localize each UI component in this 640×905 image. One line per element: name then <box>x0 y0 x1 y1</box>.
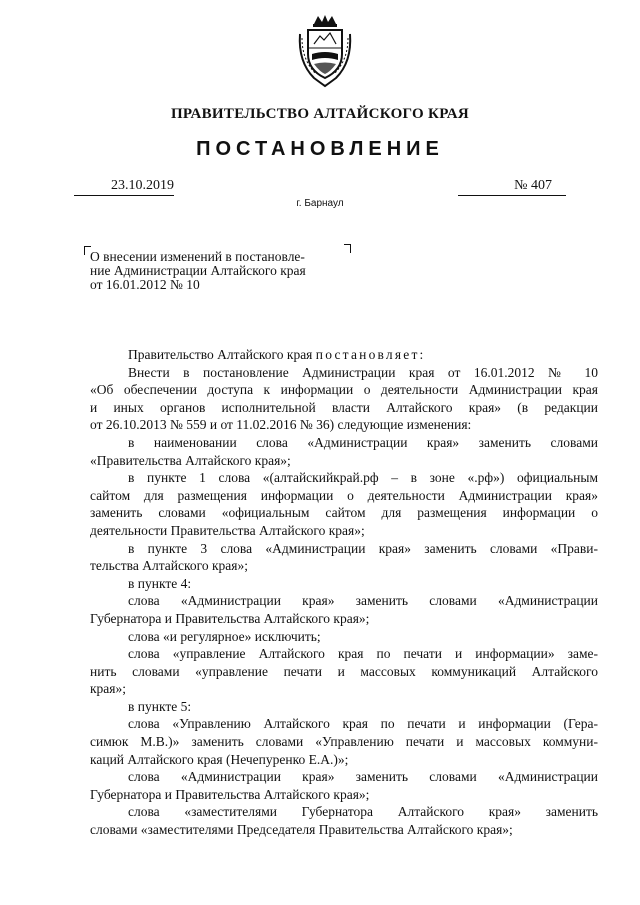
body-line: от 26.10.2013 № 559 и от 11.02.2016 № 36) следующие изменения: <box>90 417 472 433</box>
number-underline <box>458 195 566 196</box>
body-line: слова «управление Алтайского края по печати и информации» заме- <box>128 646 598 662</box>
body-line: в пункте 4: <box>128 575 192 591</box>
body-line: Губернатора и Правительства Алтайского края»; <box>90 610 370 626</box>
city-label: г. Барнаул <box>296 198 344 209</box>
body-line: слова «заместителями Губернатора Алтайского края» заменить <box>128 804 598 820</box>
subject-line: от 16.01.2012 № 10 <box>90 277 200 292</box>
body-line: тельства Алтайского края»; <box>90 558 248 574</box>
document-subject <box>90 250 348 292</box>
intro-prefix: Правительство Алтайского края <box>128 347 316 362</box>
intro-verb: постановляет: <box>315 347 426 362</box>
body-line: нить словами «управление печати и массовых коммуникаций Алтайского <box>90 663 598 679</box>
body-line: заменить словами «официальным сайтом для размещения информации о <box>90 505 598 521</box>
date-underline <box>74 195 174 196</box>
body-line: в пункте 3 слова «Администрации края» заменить словами «Прави- <box>128 540 598 556</box>
body-line: и иных органов исполнительной власти Алтайского края» (в редакции <box>90 399 598 415</box>
body-line: в пункте 5: <box>128 698 192 714</box>
document-number: № 407 <box>514 178 552 193</box>
body-line: «Правительства Алтайского края»; <box>90 452 291 468</box>
body-line: деятельности Правительства Алтайского края»; <box>90 522 365 538</box>
document-date: 23.10.2019 <box>111 178 174 193</box>
body-line: в пункте 1 слова «(алтайскийкрай.рф – в зоне «.рф») официальным <box>128 470 598 486</box>
body-line: слова «Управлению Алтайского края по печати и информации (Гера- <box>128 716 598 732</box>
organization-title: ПРАВИТЕЛЬСТВО АЛТАЙСКОГО КРАЯ <box>170 106 470 122</box>
body-line: слова «и регулярное» исключить; <box>128 628 321 644</box>
subject-line: ние Администрации Алтайского края <box>90 263 306 278</box>
body-line: края»; <box>90 681 127 697</box>
body-line: словами «заместителями Председателя Правительства Алтайского края»; <box>90 822 513 838</box>
body-line: в наименовании слова «Администрации края» заменить словами <box>128 434 598 450</box>
body-line: сайтом для размещения информации о деятельности Администрации края» <box>90 487 598 503</box>
body-line: слова «Администрации края» заменить словами «Администрации <box>128 769 598 785</box>
coat-of-arms-icon <box>296 14 354 88</box>
subject-line: О внесении изменений в постановле- <box>90 249 305 264</box>
document-body <box>90 346 598 839</box>
body-line: слова «Администрации края» заменить словами «Администрации <box>128 593 598 609</box>
body-line: Внести в постановление Администрации края от 16.01.2012 № 10 <box>128 364 598 380</box>
intro-paragraph <box>90 346 598 364</box>
body-line: Губернатора и Правительства Алтайского края»; <box>90 786 370 802</box>
body-line: «Об обеспечении доступа к информации о деятельности Администрации края <box>90 382 598 398</box>
body-line: симюк М.В.)» заменить словами «Управлению печати и массовых коммуни- <box>90 734 598 750</box>
document-type-title: ПОСТАНОВЛЕНИЕ <box>196 138 444 160</box>
body-line: каций Алтайского края (Нечепуренко Е.А.)»; <box>90 751 349 767</box>
